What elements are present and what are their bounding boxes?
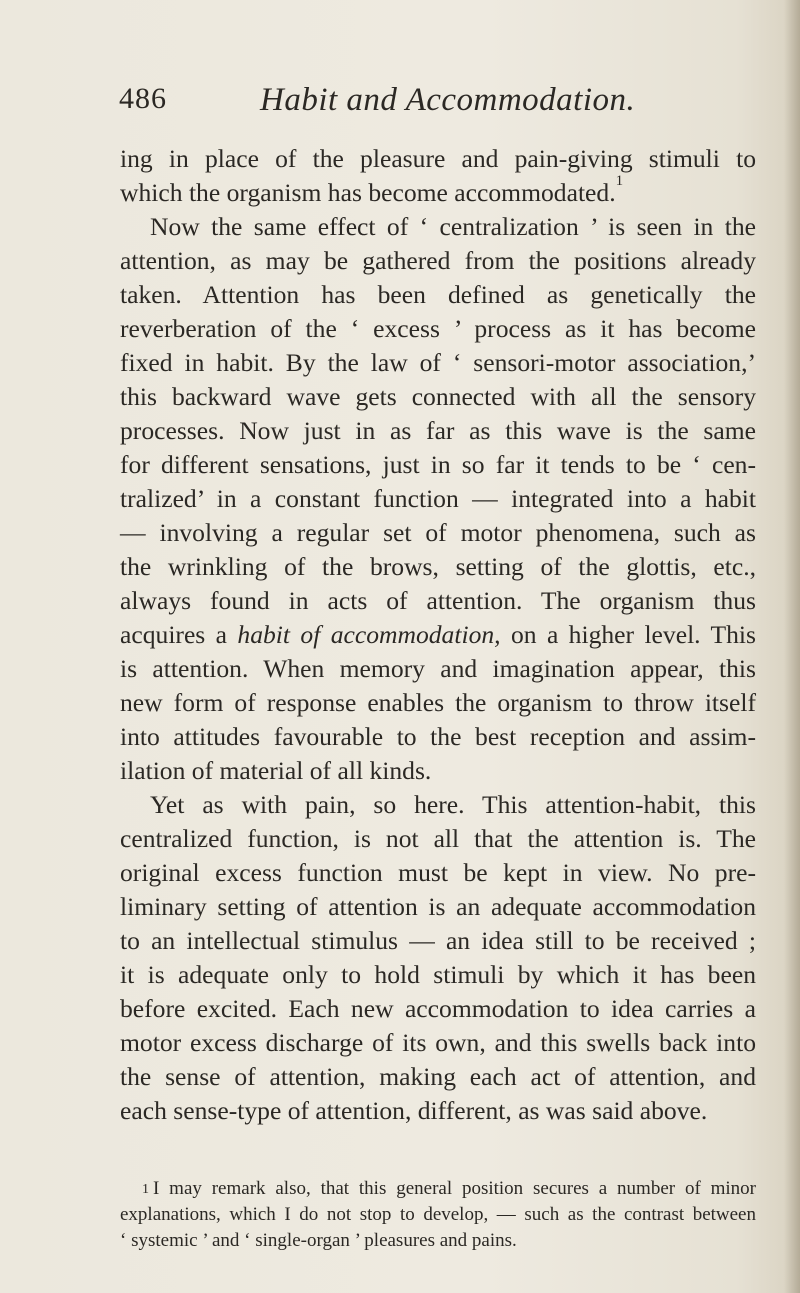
text-line: is attention. When memory and imagination appear, this bbox=[120, 654, 756, 683]
text-line: motor excess discharge of its own, and this swells back into bbox=[120, 1028, 756, 1057]
text-line: which the organism has become accommodated.$^1$ bbox=[120, 173, 624, 207]
text-line: taken. Attention has been defined as genetically the bbox=[120, 280, 756, 309]
footnote-line: ‘ systemic ’ and ‘ single-organ ’ pleasures and pains. bbox=[120, 1230, 517, 1251]
text-line: for different sensations, just in so far it tends to be ‘ cen- bbox=[120, 450, 756, 479]
text-line: the wrinkling of the brows, setting of the glottis, etc., bbox=[120, 552, 756, 581]
text-line: it is adequate only to hold stimuli by which it has been bbox=[120, 960, 756, 989]
footnote-marker: 1 bbox=[142, 1182, 149, 1197]
page-number: 486 bbox=[119, 82, 167, 115]
text-line: the sense of attention, making each act of attention, and bbox=[120, 1062, 756, 1091]
footnote-reference[interactable]: 1 bbox=[615, 173, 624, 189]
text-line: ing in place of the pleasure and pain-giving stimuli to bbox=[120, 144, 756, 173]
text-line: always found in acts of attention. The organism thus bbox=[120, 586, 756, 615]
text-line: ilation of material of all kinds. bbox=[120, 756, 432, 785]
text-line: fixed in habit. By the law of ‘ sensori-motor association,’ bbox=[120, 348, 756, 377]
text-line: reverberation of the ‘ excess ’ process as it has become bbox=[120, 314, 756, 343]
running-title: Habit and Accommodation. bbox=[260, 82, 636, 118]
body-text bbox=[120, 142, 756, 1128]
text-line: acquires a habit of accommodation, on a higher level. This bbox=[120, 620, 757, 649]
footnotes bbox=[120, 1176, 756, 1254]
footnote-line: $^1$ I may remark also, that this general position secures a number of minor bbox=[142, 1178, 756, 1199]
text-line: — involving a regular set of motor phenomena, such as bbox=[120, 518, 756, 547]
italic-phrase: habit of accommodation, bbox=[237, 620, 501, 649]
text-line: attention, as may be gathered from the positions already bbox=[120, 246, 756, 275]
text-line: tralized’ in a constant function — integrated into a habit bbox=[120, 484, 756, 513]
text-line: each sense-type of attention, different, as was said above. bbox=[120, 1096, 708, 1125]
paragraph-start: Yet as with pain, so here. This attention-habit, this bbox=[150, 790, 756, 819]
text-line: into attitudes favourable to the best reception and assim- bbox=[120, 722, 756, 751]
text-line: original excess function must be kept in view. No pre- bbox=[120, 858, 756, 887]
text-line: liminary setting of attention is an adequate accommodation bbox=[120, 892, 756, 921]
text-line: centralized function, is not all that the attention is. The bbox=[120, 824, 756, 853]
text-line: this backward wave gets connected with all the sensory bbox=[120, 382, 756, 411]
footnote-line: explanations, which I do not stop to develop, — such as the contrast between bbox=[120, 1204, 756, 1225]
text-line: new form of response enables the organism to throw itself bbox=[120, 688, 756, 717]
running-head bbox=[119, 82, 759, 122]
page-edge-shadow bbox=[784, 0, 800, 1293]
paragraph-start: Now the same effect of ‘ centralization ’ is seen in the bbox=[150, 212, 756, 241]
text-line: processes. Now just in as far as this wave is the same bbox=[120, 416, 756, 445]
text-line: to an intellectual stimulus — an idea still to be received ; bbox=[120, 926, 756, 955]
text-line: before excited. Each new accommodation to idea carries a bbox=[120, 994, 756, 1023]
